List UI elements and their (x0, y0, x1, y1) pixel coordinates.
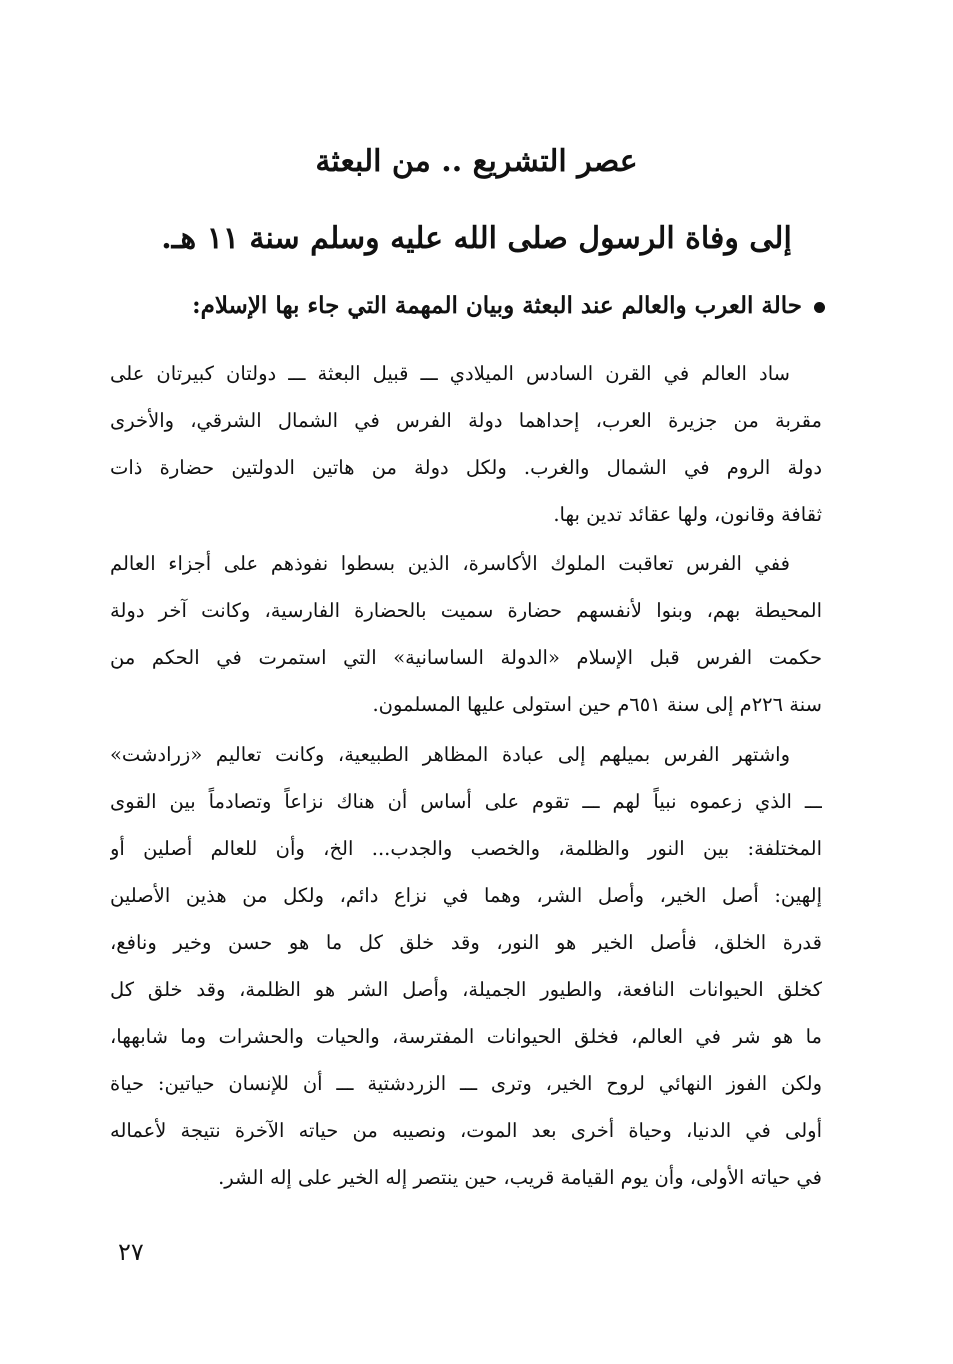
paragraph-line: أولى في الدنيا، وحياة أخرى بعد الموت، ونصيبه من حياته الآخرة نتيجة لأعماله (110, 1119, 822, 1142)
paragraph-line: ثقافة وقانون، ولها عقائد تدين بها. (553, 503, 822, 526)
bullet-icon (814, 302, 825, 313)
paragraph-line: كخلق الحيوانات النافعة، والطيور الجميلة، وأصل الشر هو الظلمة، وقد خلق كل (110, 978, 822, 1001)
paragraph-line: ولكن الفوز النهائي لروح الخير، وترى ـــ الزردشتية ـــ أن للإنسان حياتين: حياة (110, 1072, 822, 1095)
paragraph-line: دولة الروم في الشمال والغرب. ولكل دولة من هاتين الدولتين حضارة ذات (110, 456, 822, 479)
paragraph-line: ـــ الذي زعموه نبياً لهم ـــ تقوم على أساس أن هناك نزاعاً وتصادماً بين القوى (110, 790, 822, 813)
page-number: ٢٧ (118, 1238, 144, 1266)
chapter-title-line-1: عصر التشريع .. من البعثة (315, 144, 638, 179)
paragraph-line: واشتهر الفرس بميلهم إلى عبادة المظاهر الطبيعية، وكانت تعاليم «زرادشت» (110, 743, 790, 766)
paragraph-line: حكمت الفرس قبل الإسلام «الدولة الساسانية» التي استمرت في الحكم من (110, 646, 822, 669)
paragraph-line: إلهين: أصل الخير، وأصل الشر، وهما في نزاع دائم، ولكل من هذين الأصلين (110, 884, 822, 907)
paragraph-line: مقربة من جزيرة العرب، إحداهما دولة الفرس في الشمال الشرقي، والأخرى (110, 409, 822, 432)
paragraph-2 (110, 540, 822, 728)
paragraph-line: المختلفة: بين النور والظلمة، والخصب والجدب... الخ، وأن للعالم أصلين أو (110, 837, 822, 860)
paragraph-line: قدرة الخلق، فأصل الخير هو النور، وقد خلق كل ما هو حسن وخير ونافع، (110, 931, 822, 954)
section-heading (125, 286, 825, 326)
paragraph-line: في حياته الأولى، وأن يوم القيامة قريب، حين ينتصر إله الخير على إله الشر. (218, 1166, 822, 1189)
paragraph-3 (110, 731, 822, 1201)
paragraph-1 (110, 350, 822, 538)
chapter-title-line-2: إلى وفاة الرسول صلى الله عليه وسلم سنة ١١ هـ. (161, 221, 792, 256)
paragraph-line: سنة ٢٢٦م إلى سنة ٦٥١م حين استولى عليها المسلمون. (372, 693, 822, 716)
paragraph-line: ففي الفرس تعاقبت الملوك الأكاسرة، الذين بسطوا نفوذهم على أجزاء العالم (110, 552, 790, 575)
paragraph-line: ما هو شر في العالم، فخلق الحيوانات المفترسة، والحيات والحشرات وما شابهها، (110, 1025, 822, 1048)
paragraph-line: المحيطة بهم، وبنوا لأنفسهم حضارة سميت بالحضارة الفارسية، وكانت آخر دولة (110, 599, 822, 622)
section-heading-text: حالة العرب والعالم عند البعثة وبيان المهمة التي جاء بها الإسلام: (192, 292, 802, 319)
paragraph-line: ساد العالم في القرن السادس الميلادي ـــ قبيل البعثة ـــ دولتان كبيرتان على (110, 362, 790, 385)
